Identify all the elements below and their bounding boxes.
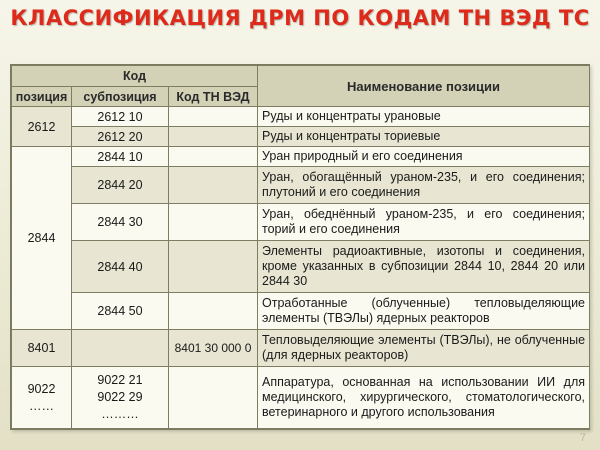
header-row-group [12,66,590,87]
classification-table-frame [10,64,590,430]
description-cell: Уран, обеднённый ураном-235, и его соединения; торий и его соединения [258,204,590,241]
tnved-cell [169,167,258,204]
subposition-line: 9022 29 [97,390,143,404]
description-cell: Элементы радиоактивные, изотопы и соединения, кроме указанных в субпозиции 2844 10, 2844 20 или 2844 30 [258,241,590,293]
tnved-cell [169,241,258,293]
subposition-cell: 2612 20 [72,127,169,147]
position-cell: 2844 [12,147,72,330]
table-row [12,367,590,429]
description-cell: Аппаратура, основанная на использовании ИИ для медицинского, хирургического, стоматологического, ветеринарного и другого использования [258,367,590,429]
subposition-column-header: субпозиция [72,87,169,107]
table-row [12,293,590,330]
tnved-cell [169,127,258,147]
position-cell: 2612 [12,107,72,147]
subposition-cell: 2844 30 [72,204,169,241]
name-column-header: Наименование позиции [258,66,590,107]
classification-table [11,65,590,429]
table-row [12,127,590,147]
subposition-cell: 2844 40 [72,241,169,293]
table-row [12,330,590,367]
tnved-cell [169,367,258,429]
slide-title: КЛАССИФИКАЦИЯ ДРМ ПО КОДАМ ТН ВЭД ТС [10,6,590,30]
subposition-cell: 2844 10 [72,147,169,167]
tnved-cell [169,107,258,127]
description-cell: Тепловыделяющие элементы (ТВЭЛы), не облученные (для ядерных реакторов) [258,330,590,367]
subposition-cell: 2612 10 [72,107,169,127]
page-number: 7 [579,432,586,444]
position-cell [12,367,72,429]
description-cell: Руды и концентраты урановые [258,107,590,127]
table-row [12,167,590,204]
tnved-cell [169,293,258,330]
position-line: …… [29,398,54,413]
tnved-cell [169,204,258,241]
description-cell: Уран, обогащённый ураном-235, и его соединения; плутоний и его соединения [258,167,590,204]
description-cell: Отработанные (облученные) тепловыделяющие элементы (ТВЭЛы) ядерных реакторов [258,293,590,330]
subposition-cell: 2844 50 [72,293,169,330]
subposition-cell [72,367,169,429]
table-row [12,204,590,241]
tnved-column-header: Код ТН ВЭД [169,87,258,107]
table-row [12,241,590,293]
table-row [12,107,590,127]
code-group-header: Код [12,66,258,87]
tnved-cell [169,147,258,167]
description-cell: Уран природный и его соединения [258,147,590,167]
subposition-cell: 2844 20 [72,167,169,204]
position-column-header: позиция [12,87,72,107]
table-row [12,147,590,167]
subposition-line: 9022 21 [97,373,143,387]
tnved-cell: 8401 30 000 0 [169,330,258,367]
description-cell: Руды и концентраты ториевые [258,127,590,147]
subposition-cell [72,330,169,367]
position-line: 9022 [27,381,56,396]
position-cell: 8401 [12,330,72,367]
subposition-line: ……… [101,407,139,421]
